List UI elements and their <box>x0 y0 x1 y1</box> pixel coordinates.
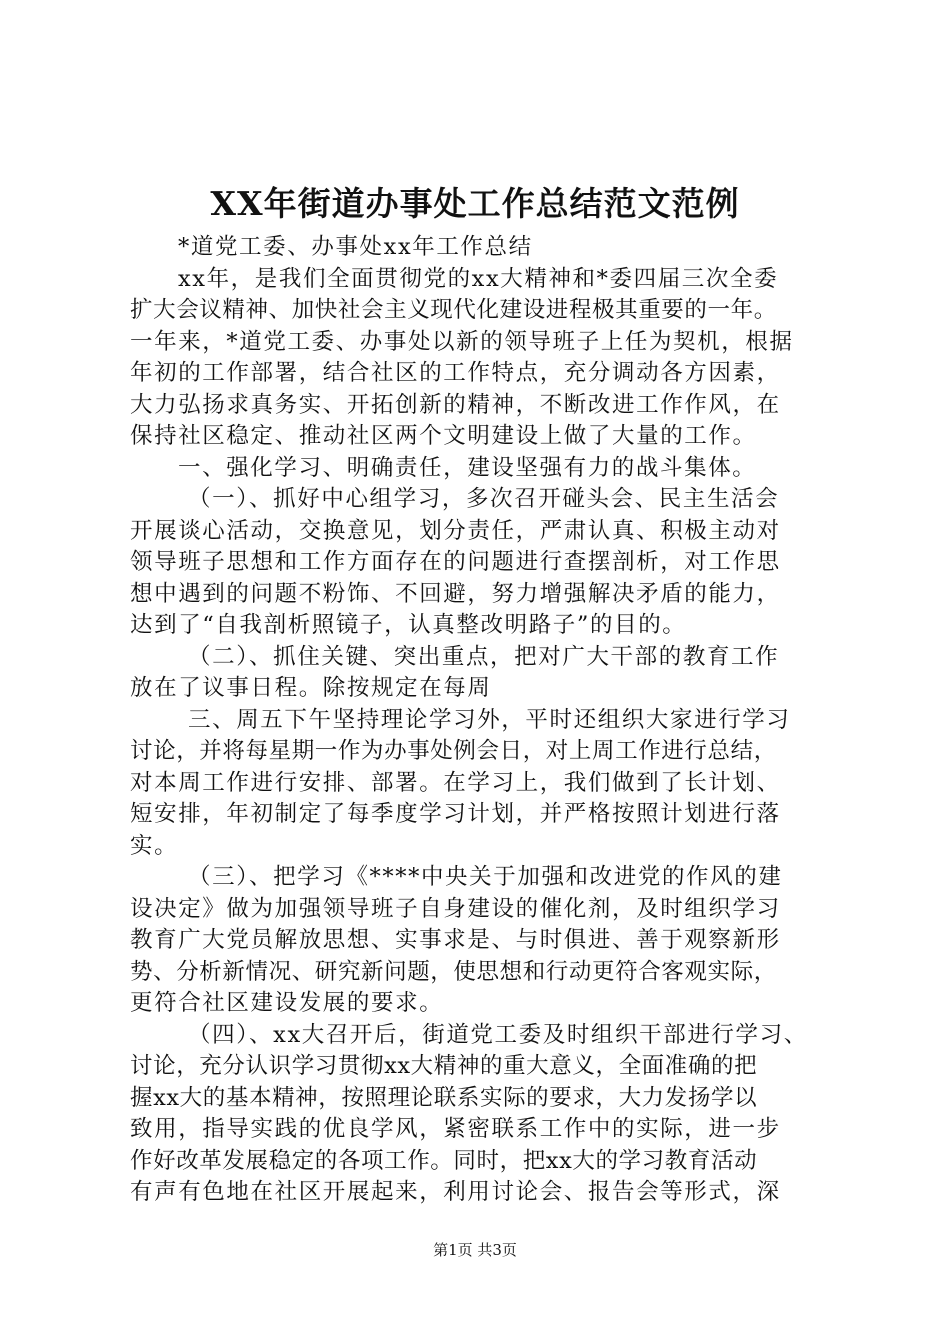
text-line: 对本周工作进行安排、部署。在学习上，我们做到了长计划、 <box>130 769 781 796</box>
text-line: 放在了议事日程。除按规定在每周 <box>130 675 492 701</box>
text-line: 大力弘扬求真务实、开拓创新的精神，不断改进工作作风，在 <box>130 391 781 418</box>
page-number-footer: 第1页 共3页 <box>433 1241 517 1259</box>
text-line: 讨论，充分认识学习贯彻xx大精神的重大意义，全面准确的把 <box>130 1053 758 1079</box>
text-line: 想中遇到的问题不粉饰、不回避，努力增强解决矛盾的能力， <box>130 580 781 607</box>
text-line: 更符合社区建设发展的要求。 <box>130 990 444 1016</box>
text-line: *道党工委、办事处xx年工作总结 <box>178 234 533 260</box>
text-line: 年初的工作部署，结合社区的工作特点，充分调动各方因素， <box>130 360 781 386</box>
text-line: 作好改革发展稳定的各项工作。同时，把xx大的学习教育活动 <box>130 1147 758 1174</box>
text-line: （一）、抓好中心组学习，多次召开碰头会、民主生活会 <box>188 486 780 512</box>
text-line: 握xx大的基本精神，按照理论联系实际的要求，大力发扬学以 <box>130 1084 758 1111</box>
text-line: 实。 <box>130 832 179 859</box>
text-line: 势、分析新情况、研究新问题，使思想和行动更符合客观实际， <box>130 958 777 985</box>
text-line: 致用，指导实践的优良学风，紧密联系工作中的实际，进一步 <box>130 1116 781 1142</box>
text-line: （三）、把学习《****中央关于加强和改进党的作风的建 <box>188 864 783 890</box>
text-line: （二）、抓住关键、突出重点，把对广大干部的教育工作 <box>188 643 780 670</box>
text-line: xx年，是我们全面贯彻党的xx大精神和*委四届三次全委 <box>178 265 779 292</box>
document-body <box>130 232 830 1209</box>
text-line: 教育广大党员解放思想、实事求是、与时俱进、善于观察新形 <box>130 927 781 953</box>
text-line: （四）、xx大召开后，街道党工委及时组织干部进行学习、 <box>188 1021 808 1048</box>
document-title: XX年街道办事处工作总结范文范例 <box>210 184 740 223</box>
text-line: 短安排，年初制定了每季度学习计划，并严格按照计划进行落 <box>130 801 781 827</box>
text-line: 保持社区稳定、推动社区两个文明建设上做了大量的工作。 <box>130 423 757 449</box>
text-line: 一年来，*道党工委、办事处以新的领导班子上任为契机，根据 <box>130 328 794 355</box>
text-line: 领导班子思想和工作方面存在的问题进行查摆剖析，对工作思 <box>130 549 781 575</box>
text-line: 达到了“自我剖析照镜子，认真整改明路子”的目的。 <box>130 612 687 638</box>
text-line: 三、周五下午坚持理论学习外，平时还组织大家进行学习 <box>188 706 791 733</box>
text-line: 一、强化学习、明确责任，建设坚强有力的战斗集体。 <box>178 454 757 481</box>
text-line: 有声有色地在社区开展起来，利用讨论会、报告会等形式，深 <box>130 1179 781 1205</box>
text-line: 开展谈心活动，交换意见，划分责任，严肃认真、积极主动对 <box>130 517 781 544</box>
text-line: 讨论，并将每星期一作为办事处例会日，对上周工作进行总结， <box>130 738 777 764</box>
text-line: 扩大会议精神、加快社会主义现代化建设进程极其重要的一年。 <box>130 297 777 323</box>
text-line: 设决定》做为加强领导班子自身建设的催化剂，及时组织学习 <box>130 895 781 922</box>
